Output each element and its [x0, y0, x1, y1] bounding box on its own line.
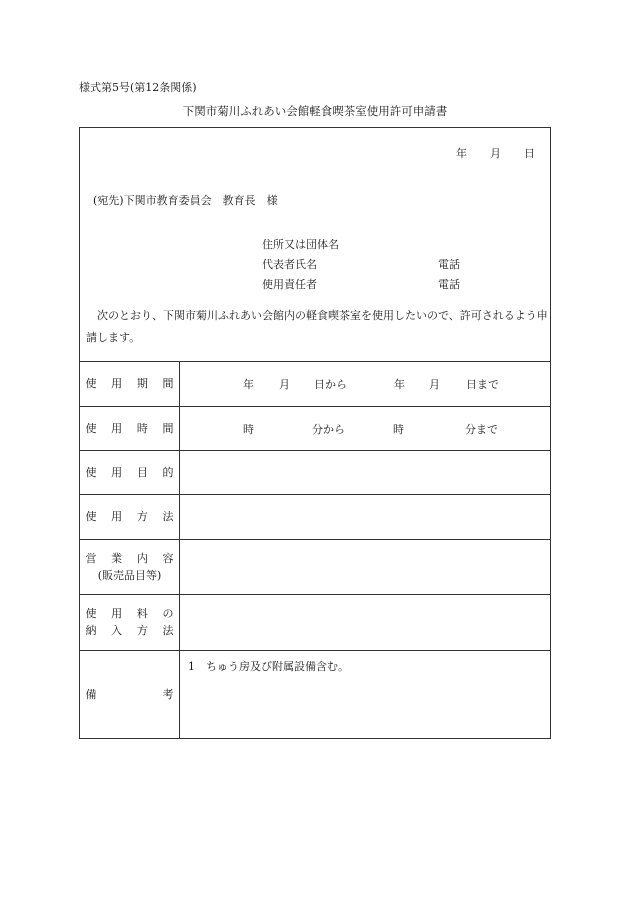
date-month-label: 月	[490, 147, 501, 160]
fee-payment-label-line1: 使用料の	[85, 607, 174, 620]
address-label: 住所又は団体名	[262, 238, 339, 251]
business-content-label-cell	[80, 539, 179, 594]
date-year-label: 年	[456, 147, 467, 160]
usage-method-label: 使用方法	[85, 510, 174, 523]
form-number-label: 様式第5号(第12条関係)	[79, 81, 197, 94]
period-to-day: 日まで	[466, 378, 499, 391]
representative-tel-label: 電話	[438, 258, 460, 271]
usage-time-label-cell	[80, 406, 179, 450]
usage-period-label: 使用期間	[85, 377, 174, 390]
column-divider	[179, 361, 180, 738]
usage-method-label-cell	[80, 494, 179, 539]
period-from-year: 年	[243, 378, 254, 391]
period-from-month: 月	[279, 378, 290, 391]
period-from-day: 日から	[314, 378, 347, 391]
fee-payment-label-line2: 納入方法	[85, 624, 174, 637]
time-from-hour: 時	[243, 423, 254, 436]
usage-time-label: 使用時間	[85, 421, 174, 435]
time-to-hour: 時	[393, 423, 404, 436]
remarks-label-cell	[80, 650, 179, 739]
application-form	[79, 127, 551, 739]
manager-tel-label: 電話	[438, 278, 460, 291]
business-content-sublabel: (販売品目等)	[97, 568, 162, 582]
usage-period-label-cell	[80, 361, 179, 406]
request-text: 次のとおり、下関市菊川ふれあい会館内の軽食喫茶室を使用したいので、許可されるよう申請します。	[86, 309, 548, 344]
business-content-label: 営業内容	[85, 551, 174, 565]
remarks-label: 備考	[85, 688, 174, 701]
representative-label: 代表者氏名	[262, 258, 317, 271]
period-to-year: 年	[394, 378, 405, 391]
manager-label: 使用責任者	[262, 278, 317, 291]
addressee: (宛先)下関市教育委員会 教育長 様	[93, 194, 278, 207]
time-from-minute: 分から	[312, 423, 345, 436]
usage-purpose-label-cell	[80, 450, 179, 494]
usage-purpose-label: 使用目的	[85, 465, 174, 479]
fee-payment-label-cell	[80, 594, 179, 650]
form-title: 下関市菊川ふれあい会館軽食喫茶室使用許可申請書	[182, 104, 448, 118]
date-day-label: 日	[524, 147, 535, 160]
time-to-minute: 分まで	[465, 423, 498, 436]
remarks-note: 1 ちゅう房及び附属設備含む。	[188, 660, 349, 673]
period-to-month: 月	[429, 378, 440, 391]
